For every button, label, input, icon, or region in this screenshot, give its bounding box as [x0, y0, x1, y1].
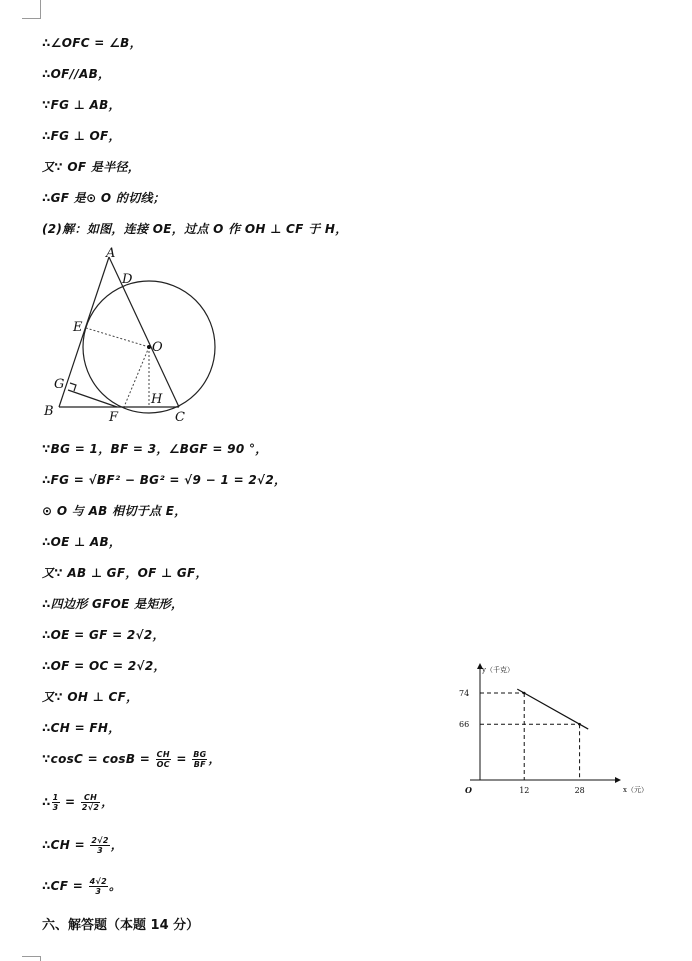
- label-f: F: [109, 410, 119, 425]
- y-tick-label: 66: [459, 720, 470, 730]
- x-axis-label: x（元）: [623, 786, 648, 794]
- cos-line: ∵cosC = cosB = $\frac{CH}{OC}$ = $\frac{BG}{BF}$ ，: [42, 750, 221, 769]
- proof-line: ∴FG ⊥ OF，: [42, 129, 121, 143]
- origin-label: O: [465, 785, 472, 795]
- label-e: E: [73, 320, 83, 335]
- geometry-diagram: [40, 245, 230, 425]
- label-b: B: [44, 404, 54, 419]
- data-point: [578, 723, 581, 726]
- label-c: C: [175, 410, 185, 425]
- center-point-o: [147, 345, 151, 349]
- solution-line: ∴OE = GF = 2√2，: [42, 628, 165, 642]
- y-axis-label: y（千克）: [482, 666, 514, 674]
- segment-ac: [109, 257, 179, 407]
- solution-line: ∵BG = 1，BF = 3，∠BGF = 90 °，: [42, 442, 268, 456]
- solution-line: ∴CH = FH，: [42, 721, 121, 735]
- label-g: G: [54, 377, 65, 392]
- segment-ab: [59, 257, 109, 407]
- line-chart: [455, 658, 660, 800]
- data-point: [523, 692, 526, 695]
- fraction-ch-value: $\frac{2√2}{3}$: [91, 836, 109, 855]
- proof-line: ∵FG ⊥ AB，: [42, 98, 121, 112]
- solution-line: ∴OE ⊥ AB，: [42, 535, 122, 549]
- segment-oe: [86, 328, 149, 347]
- proof-line: 又∵ OF 是半径，: [42, 160, 141, 174]
- solution-line: 又∵ AB ⊥ GF，OF ⊥ GF，: [42, 566, 208, 580]
- page-corner-mark-bottom: [22, 956, 41, 961]
- solution-line: ∴FG = √BF² − BG² = √9 − 1 = 2√2，: [42, 473, 287, 487]
- x-tick-label: 12: [519, 786, 530, 795]
- part-2-intro: (2)解：如图，连接 OE，过点 O 作 OH ⊥ CF 于 H，: [42, 222, 348, 236]
- right-angle-mark-g: [70, 383, 76, 391]
- solution-line: ⊙ O 与 AB 相切于点 E，: [42, 504, 187, 518]
- fraction-cf-value: $\frac{4√2}{3}$: [89, 877, 107, 896]
- cf-line: ∴CF = $\frac{4√2}{3}$ 。: [42, 877, 122, 896]
- ch-line: ∴CH = $\frac{2√2}{3}$ ，: [42, 836, 124, 855]
- segment-gf: [68, 390, 117, 407]
- ratio-line: ∴ $\frac{1}{3}$ = $\frac{CH}{2√2}$ ，: [42, 793, 114, 812]
- label-h: H: [151, 392, 163, 407]
- label-o: O: [152, 340, 163, 355]
- section-heading: 六、解答题（本题 14 分）: [42, 918, 200, 933]
- label-d: D: [122, 272, 133, 287]
- solution-line: 又∵ OH ⊥ CF，: [42, 690, 139, 704]
- solution-line: ∴四边形 GFOE 是矩形，: [42, 597, 184, 611]
- page-corner-mark-top: [22, 0, 41, 19]
- segment-of: [124, 347, 149, 407]
- proof-line: ∴∠OFC = ∠B，: [42, 36, 142, 50]
- proof-line: ∴OF//AB，: [42, 67, 111, 81]
- x-tick-label: 28: [574, 786, 585, 795]
- fraction-bg-bf: $\frac{BG}{BF}$: [193, 750, 207, 769]
- series-line: [517, 689, 588, 729]
- fraction-one-third: $\frac{1}{3}$: [52, 793, 59, 812]
- proof-line: ∴GF 是⊙ O 的切线；: [42, 191, 166, 205]
- fraction-ch-2root2: $\frac{CH}{2√2}$: [81, 793, 100, 812]
- label-a: A: [106, 246, 116, 261]
- y-tick-label: 74: [459, 689, 470, 698]
- fraction-ch-oc: $\frac{CH}{OC}$: [156, 750, 170, 769]
- solution-line: ∴OF = OC = 2√2，: [42, 659, 166, 673]
